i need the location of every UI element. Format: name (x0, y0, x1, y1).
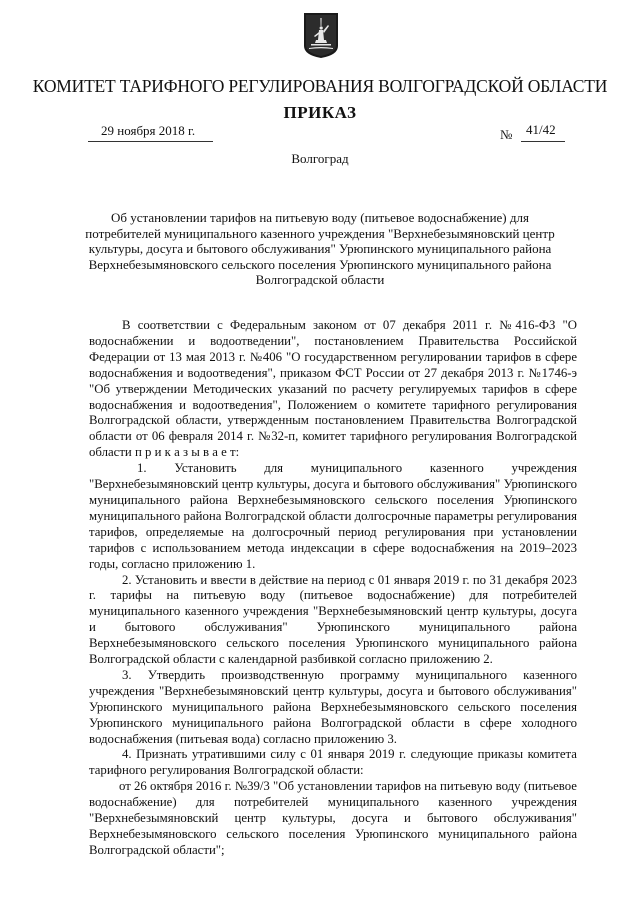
number-underline (521, 141, 565, 142)
document-type: ПРИКАЗ (283, 103, 357, 122)
city-name: Волгоград (291, 151, 349, 166)
preamble-paragraph: В соответствии с Федеральным законом от 07 декабря 2011 г. №416-ФЗ "О водоснабжении и водоотведении", постановлением Правительства Российской Федерации от 13 мая 2013 г. №406 "О государственном регулировании тарифов в сфере водоснабжения и водоотведения", приказом ФСТ России от 27 декабря 2013 г. №1746-э "Об утверждении Методических указаний по расчету регулируемых тарифов в сфере водоснабжения и водоотведения", Положением о комитете тарифного регулирования Волгоградской области, утвержденным постановлением Правительства Волгоградской области от 06 февраля 2014 г. №32-п, комитет тарифного регулирования Волгоградской области п р и к а з ы в а е т: (89, 318, 577, 460)
number-sign: № (500, 127, 513, 142)
document-date: 29 ноября 2018 г. (101, 123, 196, 138)
volgograd-emblem-icon (303, 12, 339, 59)
item-4-paragraph: 4. Признать утратившими силу с 01 января 2019 г. следующие приказы комитета тарифного регулирования Волгоградской области: (89, 747, 577, 778)
order-body (89, 318, 577, 859)
item-1-paragraph: 1. Установить для муниципального казенного учреждения "Верхнебезымяновский центр культуры, досуга и бытового обслуживания" Урюпинского муниципального района Верхнебезымяновского сельского поселения Урюпинского муниципального района Волгоградской области долгосрочные параметры регулирования тарифов, определяемые на долгосрочный период регулирования при установлении тарифов с использованием метода индексации в сфере водоснабжения на 2019–2023 годы, согласно приложению 1. (89, 461, 577, 571)
order-subject: Об установлении тарифов на питьевую воду (питьевое водоснабжение) для потребителей муниципального казенного учреждения "Верхнебезымяновский центр культуры, досуга и бытового обслуживания" Урюпинского муниципального района Верхнебезымяновского сельского поселения Урюпинского муниципального района Волгоградской области (85, 210, 555, 288)
date-underline (88, 141, 213, 142)
committee-title: КОМИТЕТ ТАРИФНОГО РЕГУЛИРОВАНИЯ ВОЛГОГРАДСКОЙ ОБЛАСТИ (32, 76, 608, 96)
item-3-paragraph: 3. Утвердить производственную программу муниципального казенного учреждения "Верхнебезымяновский центр культуры, досуга и бытового обслуживания" Урюпинского муниципального района Верхнебезымяновского сельского поселения Урюпинского муниципального района Волгоградской области в сфере холодного водоснабжения (питьевая вода) согласно приложению 3. (89, 667, 577, 746)
item-2-paragraph: 2. Установить и ввести в действие на период с 01 января 2019 г. по 31 декабря 2023 г. тарифы на питьевую воду (питьевое водоснабжение) для потребителей муниципального казенного учреждения "Верхнебезымяновский центр культуры, досуга и бытового обслуживания" Урюпинского муниципального района Верхнебезымяновского сельского поселения Урюпинского муниципального района Волгоградской области с календарной разбивкой согласно приложению 2. (89, 572, 577, 667)
item-4-sub-paragraph: от 26 октября 2016 г. №39/3 "Об установлении тарифов на питьевую воду (питьевое водоснабжение) для потребителей муниципального казенного учреждения "Верхнебезымяновский центр культуры, досуга и бытового обслуживания" Верхнебезымяновского сельского поселения Урюпинского муниципального района Волгоградской области"; (89, 779, 577, 857)
document-number: 41/42 (526, 122, 556, 137)
